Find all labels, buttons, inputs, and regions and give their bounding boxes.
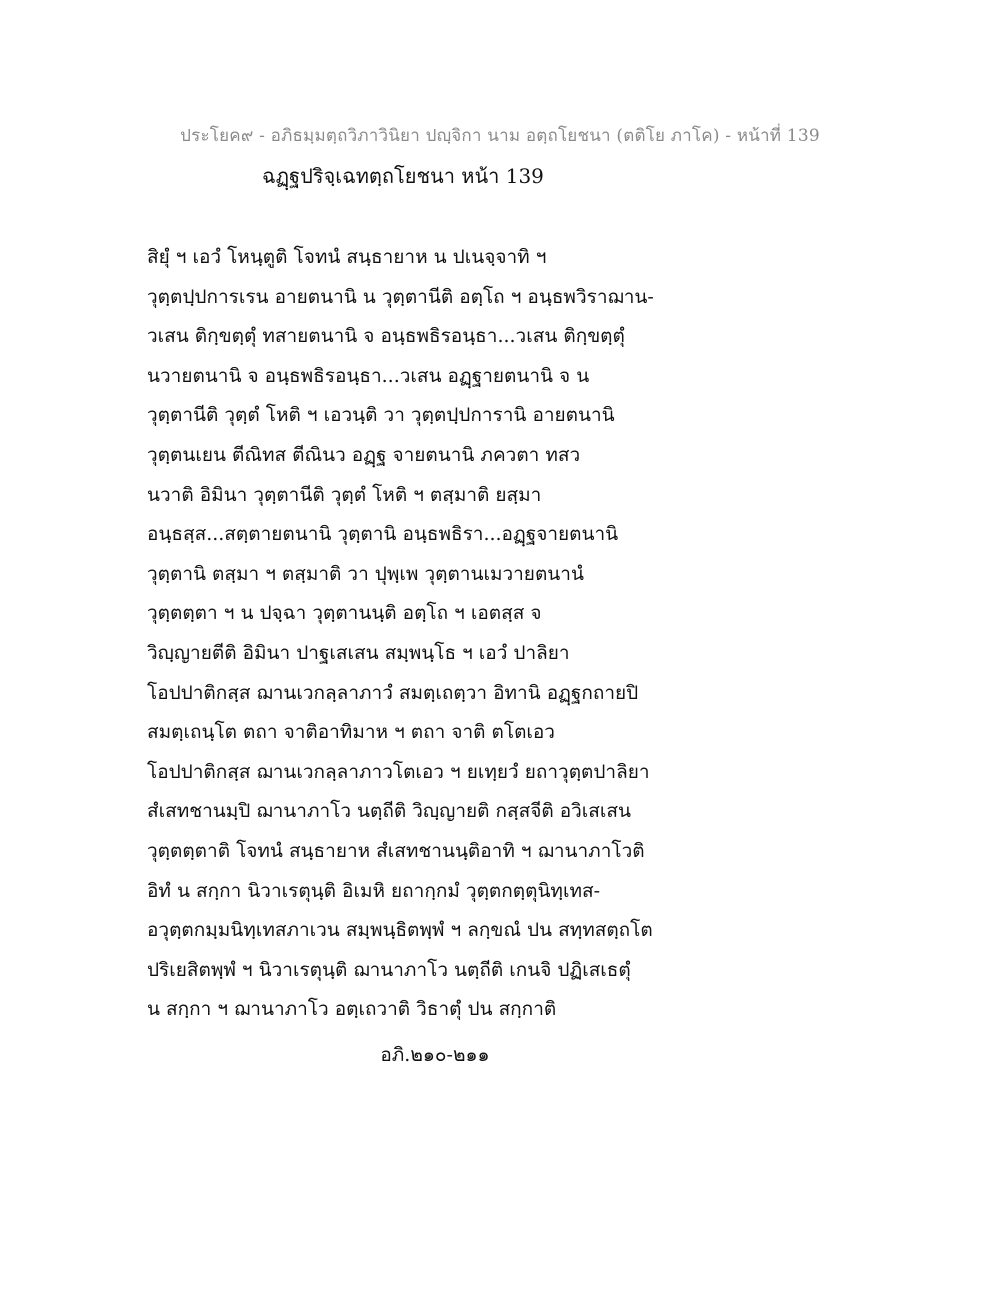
body-line: อวุตฺตกมฺมนิทฺเทสภาเวน สมฺพนฺธิตพฺพํ ฯ ลกฺขณํ ปน สทฺทสตฺถโต bbox=[147, 919, 653, 942]
body-line: โอปปาติกสฺส ฌานเวกลฺลาภาวโตเอว ฯ ยเทฺยวํ ยถาวุตฺตปาลิยา bbox=[147, 760, 650, 783]
body-line: อนฺธสฺส...สตฺตายตนานิ วุตฺตานิ อนฺธพธิรา...อฏฺฐจายตนานิ bbox=[147, 523, 619, 546]
body-line: สมตฺเถนฺโต ตถา จาติอาทิมาห ฯ ตถา จาติ ตโตเอว bbox=[147, 721, 555, 744]
body-line: วุตฺตตฺตาติ โจทนํ สนฺธายาห สํเสทชานนฺติอาทิ ฯ ฌานาภาโวติ bbox=[147, 839, 645, 862]
running-header: ประโยค๙ - อภิธมฺมตฺถวิภาวินิยา ปญฺจิกา นาม อตฺถโยชนา (ตติโย ภาโค) - หน้าที่ 139 bbox=[180, 126, 820, 146]
body-line: สํเสทชานมฺปิ ฌานาภาโว นตฺถีติ วิญฺญายติ กสฺสจีติ อวิเสเสน bbox=[147, 800, 631, 823]
body-line: วุตฺตปฺปการเรน อายตนานิ น วุตฺตานีติ อตฺโถ ฯ อนฺธพวิราฌาน- bbox=[147, 285, 654, 308]
body-line: ปริเยสิตพฺพํ ฯ นิวาเรตุนฺติ ฌานาภาโว นตฺถีติ เกนจิ ปฏิเสเธตุํ bbox=[147, 958, 631, 981]
body-line: น สกฺกา ฯ ฌานาภาโว อตฺเถวาติ วิธาตุํ ปน สกฺกาติ bbox=[147, 998, 557, 1021]
body-line: วุตฺตนเยน ตีณิทส ตีณินว อฏฺฐ จายตนานิ ภควตา ทสว bbox=[147, 443, 581, 466]
body-line: อิทํ น สกฺกา นิวาเรตุนฺติ อิเมหิ ยถากฺกมํ วุตฺตกตฺตุนิทฺเทส- bbox=[147, 879, 600, 902]
body-line: วุตฺตานิ ตสฺมา ฯ ตสฺมาติ วา ปุพฺเพ วุตฺตานเมวายตนานํ bbox=[147, 562, 584, 585]
body-line: วุตฺตตฺตา ฯ น ปจฺฉา วุตฺตานนฺติ อตฺโถ ฯ เอตสฺส จ bbox=[147, 602, 542, 625]
body-line: นวาติ อิมินา วุตฺตานีติ วุตฺตํ โหติ ฯ ตสฺมาติ ยสฺมา bbox=[147, 483, 542, 506]
body-line: วเสน ติกฺขตฺตุํ ทสายตนานิ จ อนฺธพธิรอนฺธา...วเสน ติกฺขตฺตุํ bbox=[147, 325, 625, 348]
body-line: โอปปาติกสฺส ฌานเวกลฺลาภาวํ สมตฺเถตฺวา อิทานิ อฏฺฐกถายปิ bbox=[147, 681, 639, 704]
body-text bbox=[147, 238, 707, 1030]
body-line: วิญฺญายตีติ อิมินา ปาฐเสเสน สมฺพนฺโธ ฯ เอวํ ปาลิยา bbox=[147, 641, 570, 664]
body-line: สิยุํ ฯ เอวํ โหนฺตูติ โจทนํ สนฺธายาห น ปเนจฺจาทิ ฯ bbox=[147, 246, 547, 268]
body-line: วุตฺตานีติ วุตฺตํ โหติ ฯ เอวนฺติ วา วุตฺตปฺปการานิ อายตนานิ bbox=[147, 404, 615, 427]
body-line: นวายตนานิ จ อนฺธพธิรอนฺธา...วเสน อฏฺฐายตนานิ จ น bbox=[147, 364, 590, 387]
section-title: ฉฏฺฐปริจฺเฉทตฺถโยชนา หน้า 139 bbox=[262, 164, 544, 188]
page-reference: อภิ.๒๑๐-๒๑๑ bbox=[380, 1044, 490, 1066]
